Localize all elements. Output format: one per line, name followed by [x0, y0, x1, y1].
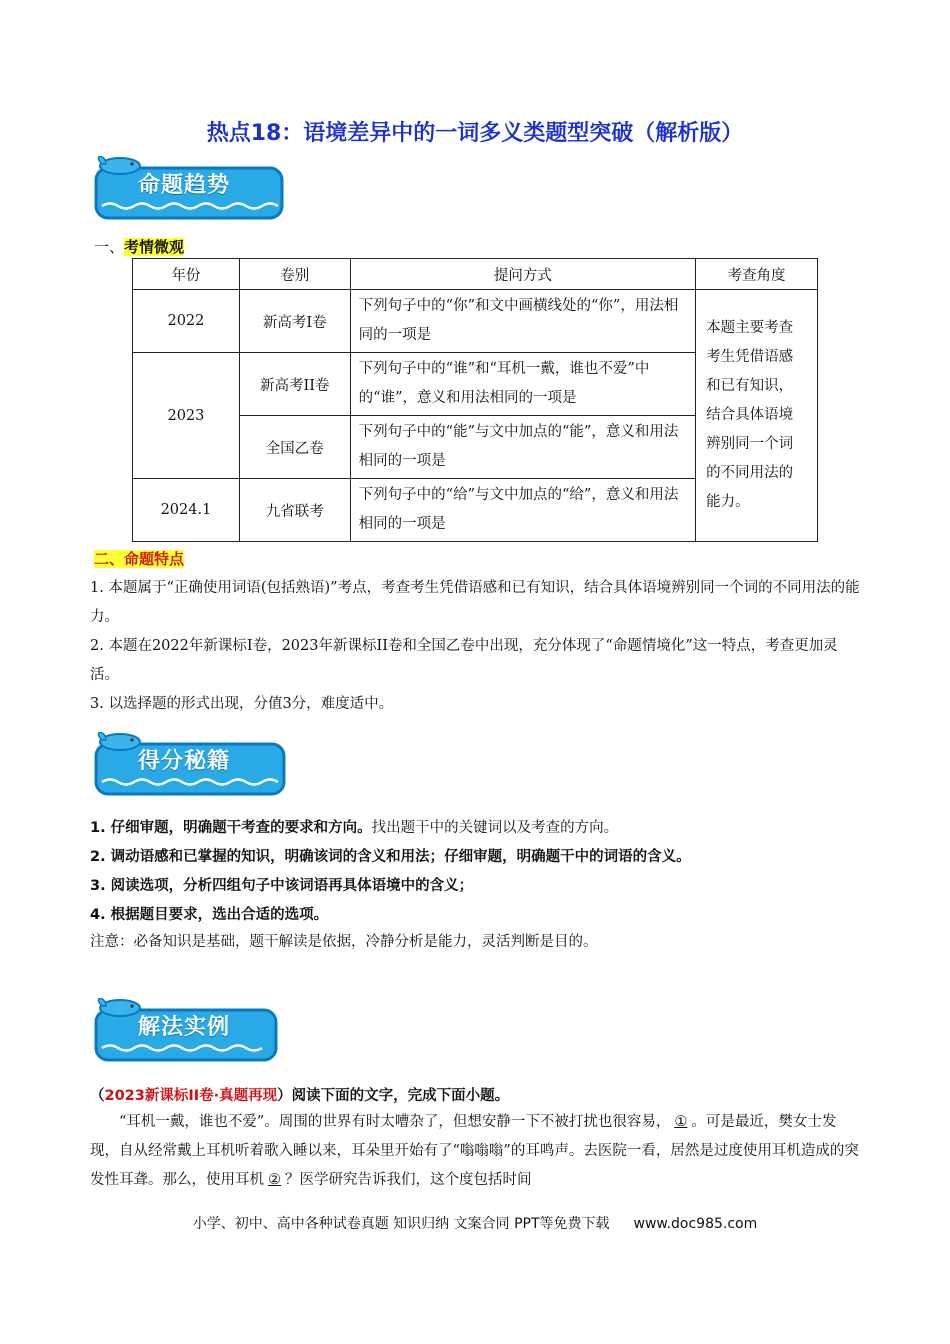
footer-text: 小学、初中、高中各种试卷真题 知识归纳 文案合同 PPT等免费下载	[192, 1216, 610, 1232]
feature-list	[90, 574, 862, 719]
banner-examples-label: 解法实例	[138, 1015, 231, 1040]
tip-1	[90, 816, 870, 837]
footer-site[interactable]: www.doc985.com	[633, 1216, 758, 1232]
table-header-row	[133, 259, 818, 290]
section-heading-2	[94, 548, 184, 569]
example-passage	[90, 1108, 862, 1195]
banner-secrets	[92, 732, 288, 796]
cell-year: 2022	[133, 290, 240, 353]
passage-part-3: ？医学研究告诉我们，这个度包括时间	[285, 1172, 532, 1188]
header-question: 提问方式	[350, 259, 695, 290]
section-heading-1	[94, 236, 184, 257]
section-2-label: 二、命题特点	[94, 550, 185, 568]
cell-question: 下列句子中的“谁”和“耳机一戴，谁也不爱”中的“谁”，意义和用法相同的一项是	[350, 353, 695, 416]
exam-overview-table	[132, 258, 818, 542]
cell-paper: 全国乙卷	[239, 416, 350, 479]
cell-question: 下列句子中的“你”和文中画横线处的“你”，用法相同的一项是	[350, 290, 695, 353]
banner-trend-label: 命题趋势	[138, 173, 231, 198]
passage-part-1: “耳机一戴，谁也不爱”。周围的世界有时太嘈杂了，但想安静一下不被打扰也很容易，	[119, 1114, 671, 1130]
cell-year: 2024.1	[133, 479, 240, 542]
section-1-label: 考情微观	[124, 238, 185, 256]
tip-2	[90, 845, 870, 866]
tip-2-text: 2. 调动语感和已掌握的知识，明确该词的含义和用法；仔细审题，明确题干中的词语的含义。	[90, 849, 691, 865]
cell-paper: 新高考I卷	[239, 290, 350, 353]
banner-trend	[92, 156, 286, 220]
blank-1: ①	[674, 1114, 688, 1130]
example-source: 2023新课标II卷·真题再现	[104, 1088, 278, 1104]
example-instruction: 阅读下面的文字，完成下面小题。	[291, 1088, 510, 1104]
cell-year: 2023	[133, 353, 240, 479]
banner-secrets-label: 得分秘籍	[138, 749, 231, 774]
cell-paper: 九省联考	[239, 479, 350, 542]
feature-item: 2. 本题在2022年新课标I卷，2023年新课标II卷和全国乙卷中出现，充分体现了“命题情境化”这一特点，考查更加灵活。	[90, 638, 838, 683]
table-row	[133, 290, 818, 353]
cell-angle: 本题主要考查考生凭借语感和已有知识，结合具体语境辨别同一个词的不同用法的能力。	[696, 290, 818, 542]
header-paper: 卷别	[239, 259, 350, 290]
header-angle: 考查角度	[696, 259, 818, 290]
cell-paper: 新高考II卷	[239, 353, 350, 416]
tip-note: 注意：必备知识是基础，题干解读是依据，冷静分析是能力，灵活判断是目的。	[90, 934, 598, 950]
tip-4-text: 4. 根据题目要求，选出合适的选项。	[90, 907, 329, 923]
cell-question: 下列句子中的“能”与文中加点的“能”，意义和用法相同的一项是	[350, 416, 695, 479]
cell-question: 下列句子中的“给”与文中加点的“给”，意义和用法相同的一项是	[350, 479, 695, 542]
tip-1-rest: 找出题干中的关键词以及考查的方向。	[371, 820, 619, 836]
example-heading: （2023新课标II卷·真题再现）阅读下面的文字，完成下面小题。	[90, 1088, 510, 1104]
blank-2: ②	[268, 1172, 281, 1188]
banner-examples	[92, 998, 280, 1062]
tip-4	[90, 903, 870, 924]
tip-3-text: 3. 阅读选项，分析四组句子中该词语再具体语境中的含义；	[90, 878, 474, 894]
passage-part-2: 。可是最近，樊女士发现，自从经常戴上耳机听着歌入睡以来，耳朵里开始有了“嗡嗡嗡”的耳鸣声。去医院一看，居然是过度使用耳机造成的突发性耳聋。那么，使用耳机	[90, 1114, 859, 1188]
section-1-prefix: 一、	[94, 238, 125, 256]
page-title: 热点18：语境差异中的一词多义类题型突破（解析版）	[206, 121, 744, 146]
feature-item: 3. 以选择题的形式出现，分值3分，难度适中。	[90, 696, 394, 712]
tip-3	[90, 874, 870, 895]
page-footer	[0, 1213, 950, 1233]
header-year: 年份	[133, 259, 240, 290]
feature-item: 1. 本题属于“正确使用词语(包括熟语)”考点，考查考生凭借语感和已有知识，结合具体语境辨别同一个词的不同用法的能力。	[90, 580, 860, 625]
tip-1-bold: 1. 仔细审题，明确题干考查的要求和方向。	[90, 820, 372, 836]
